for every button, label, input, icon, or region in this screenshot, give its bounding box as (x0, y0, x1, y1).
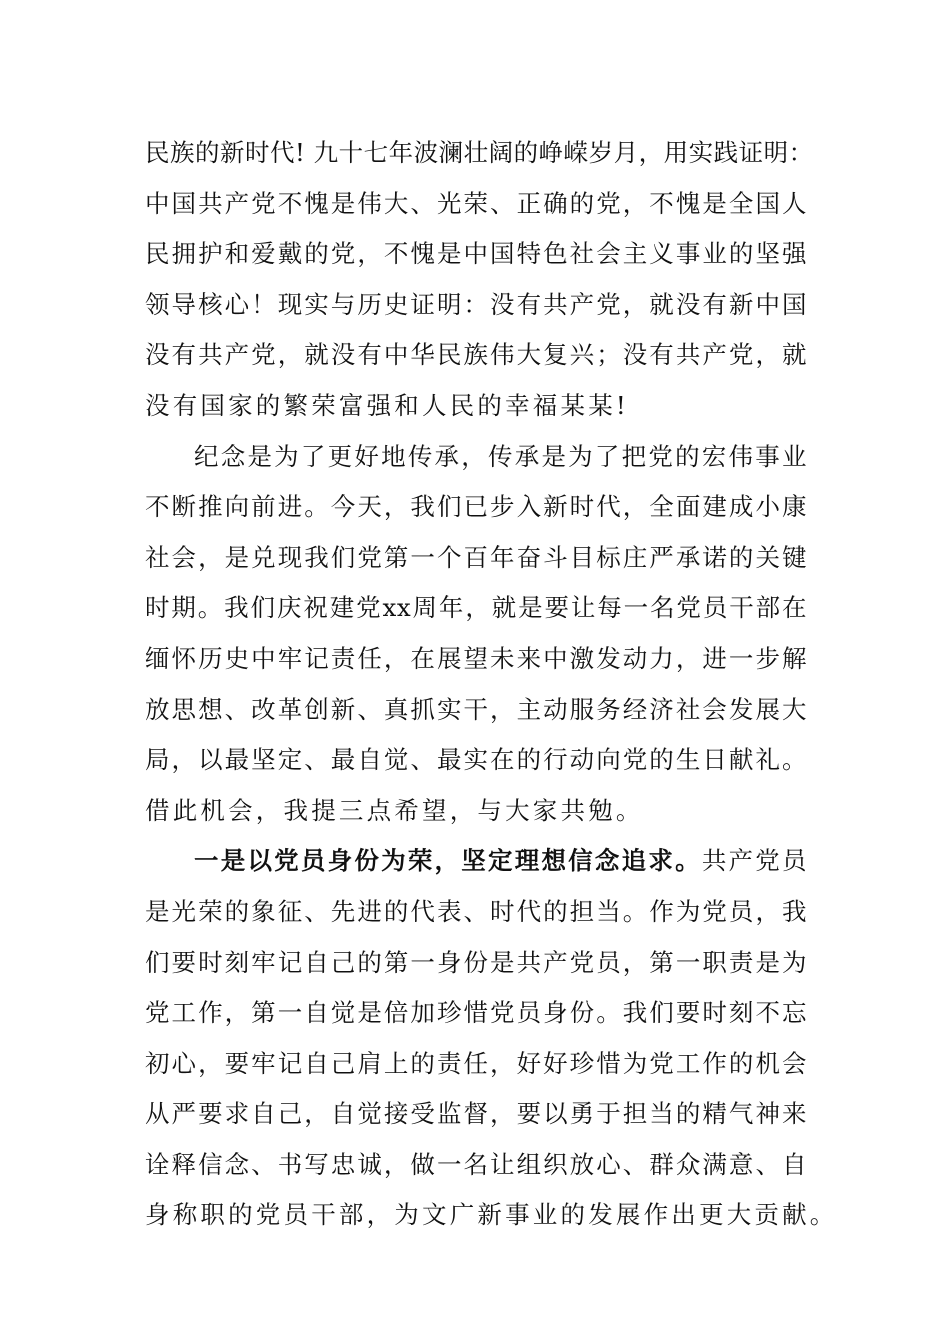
text-line: 借此机会，我提三点希望，与大家共勉。 (145, 795, 644, 825)
text-line: 民拥护和爱戴的党，不愧是中国特色社会主义事业的坚强 (145, 239, 807, 269)
text-line: 诠释信念、书写忠诚，做一名让组织放心、群众满意、自 (145, 1149, 807, 1179)
text-line: 社会，是兑现我们党第一个百年奋斗目标庄严承诺的关键 (145, 542, 807, 572)
section-heading: 一是以党员身份为荣，坚定理想信念追求。 (194, 846, 702, 876)
text-line: 中国共产党不愧是伟大、光荣、正确的党，不愧是全国人 (145, 188, 807, 218)
text-line: 民族的新时代! 九十七年波澜壮阔的峥嵘岁月，用实践证明： (145, 138, 814, 167)
text-line: 身称职的党员干部，为文广新事业的发展作出更大贡献。 (145, 1200, 838, 1230)
text-line: 纪念是为了更好地传承，传承是为了把党的宏伟事业 (194, 441, 807, 471)
text-line: 局，以最坚定、最自觉、最实在的行动向党的生日献礼。 (145, 745, 807, 775)
text-line: 时期。我们庆祝建党xx周年，就是要让每一名党员干部在 (145, 593, 807, 623)
text-line: 领导核心！现实与历史证明：没有共产党，就没有新中国 (145, 289, 807, 319)
text-line (145, 836, 807, 887)
text-line: 从严要求自己，自觉接受监督，要以勇于担当的精气神来 (145, 1099, 807, 1129)
paragraph-3 (145, 836, 838, 1241)
text-line: 放思想、改革创新、真抓实干，主动服务经济社会发展大 (145, 694, 807, 724)
document-body (145, 128, 838, 1241)
text-line: 没有共产党，就没有中华民族伟大复兴；没有共产党，就 (145, 340, 807, 370)
paragraph-1 (145, 128, 814, 432)
text-line: 没有国家的繁荣富强和人民的幸福某某! (145, 390, 629, 420)
text-line: 是光荣的象征、先进的代表、时代的担当。作为党员，我 (145, 896, 807, 926)
text-line: 党工作，第一自觉是倍加珍惜党员身份。我们要时刻不忘 (145, 998, 807, 1028)
text-line: 初心，要牢记自己肩上的责任，好好珍惜为党工作的机会 (145, 1048, 807, 1078)
heading-line-rest: 共产党员 (701, 846, 808, 876)
text-line: 们要时刻牢记自己的第一身份是共产党员，第一职责是为 (145, 947, 807, 977)
paragraph-2 (145, 432, 807, 837)
text-line: 缅怀历史中牢记责任，在展望未来中激发动力，进一步解 (145, 643, 807, 673)
text-line: 不断推向前进。今天，我们已步入新时代，全面建成小康 (145, 492, 807, 522)
